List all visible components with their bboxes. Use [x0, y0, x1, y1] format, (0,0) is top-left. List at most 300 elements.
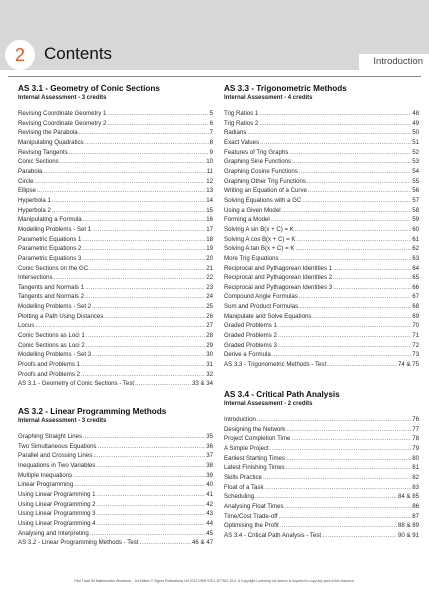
toc-entry-title: Tangents and Normals 2 [18, 293, 85, 301]
toc-entry [224, 109, 419, 119]
dot-leader [86, 332, 205, 341]
toc-entry-title: Parametric Equations 3 [18, 254, 82, 262]
dot-leader [69, 149, 209, 158]
toc-entry [18, 206, 213, 216]
toc-entry-title: AS 3.2 - Linear Programming Methods - Test [18, 539, 139, 547]
toc-entry [18, 283, 213, 293]
dot-leader [139, 539, 191, 548]
toc-list [224, 415, 419, 541]
dot-leader [295, 245, 411, 254]
toc-entry [18, 538, 213, 548]
toc-entry-title: Parametric Equations 1 [18, 235, 82, 243]
toc-entry-title: Tangents and Normals 1 [18, 283, 85, 291]
dot-leader [81, 361, 205, 370]
toc-entry-page: 43 [206, 510, 213, 518]
dot-leader [286, 464, 412, 473]
toc-entry-title: AS 3.3 - Trigonometric Methods - Test [224, 361, 327, 369]
toc-entry [224, 128, 419, 138]
toc-entry [18, 480, 213, 490]
dot-leader [35, 178, 206, 187]
toc-entry-title: Proofs and Problems 1 [18, 361, 80, 369]
toc-entry [18, 273, 213, 283]
dot-leader [302, 197, 411, 206]
dot-leader [299, 168, 411, 177]
toc-entry-title: Modelling Problems - Set 1 [18, 225, 92, 233]
toc-entry-title: Graded Problems 1 [224, 322, 277, 330]
dot-leader [35, 322, 205, 331]
toc-entry-page: 10 [206, 158, 213, 166]
toc-entry [18, 244, 213, 254]
toc-entry-page: 17 [206, 225, 213, 233]
dot-leader [92, 351, 205, 360]
dot-leader [97, 501, 206, 510]
toc-entry-page: 82 [412, 473, 419, 481]
dot-leader [278, 332, 411, 341]
toc-entry-title: Manipulating Quadratics [18, 138, 84, 146]
toc-entry [224, 360, 419, 370]
toc-entry [224, 196, 419, 206]
dot-leader [85, 139, 209, 148]
toc-entry-title: Conic Sections on the GC [18, 264, 89, 272]
toc-entry-page: 58 [412, 206, 419, 214]
toc-entry-page: 71 [412, 332, 419, 340]
toc-entry-page: 7 [209, 129, 213, 137]
dot-leader [98, 443, 206, 452]
dot-leader [60, 158, 206, 167]
toc-entry-page: 40 [206, 481, 213, 489]
toc-entry-page: 23 [206, 283, 213, 291]
dot-leader [89, 265, 205, 274]
toc-entry-title: Parametric Equations 2 [18, 245, 82, 253]
toc-entry-title: Writing an Equation of a Curve [224, 187, 307, 195]
toc-entry-page: 38 [206, 461, 213, 469]
toc-entry-title: Multiple Inequations [18, 471, 73, 479]
toc-entry-page: 51 [412, 138, 419, 146]
dot-leader [279, 513, 412, 522]
toc-entry-page: 76 [412, 416, 419, 423]
toc-entry-title: Forming a Model [224, 216, 270, 224]
toc-entry-page: 28 [206, 332, 213, 340]
toc-entry-title: Project Completion Time [224, 435, 291, 443]
toc-entry-page: 86 [412, 502, 419, 510]
toc-entry [18, 442, 213, 452]
toc-entry-title: Trig Ratios 1 [224, 110, 259, 117]
dot-leader [255, 493, 397, 502]
dot-leader [308, 187, 411, 196]
toc-entry-title: Solving Equations with a GC [224, 196, 302, 204]
toc-entry-page: 41 [206, 490, 213, 498]
toc-entry [18, 360, 213, 370]
dot-leader [79, 129, 209, 138]
toc-entry-title: Conic Sections as Loci 1 [18, 332, 85, 340]
dot-leader [259, 110, 411, 119]
toc-entry-title: Revising Tangents [18, 148, 68, 156]
toc-entry-page: 44 [206, 519, 213, 527]
toc-entry-title: Modelling Problems - Set 3 [18, 351, 92, 359]
toc-entry-page: 25 [206, 303, 213, 311]
toc-entry-title: Manipulate and Solve Equations [224, 312, 312, 320]
toc-entry-page: 63 [412, 254, 419, 262]
toc-entry-title: Compound Angle Formulas [224, 293, 298, 301]
dot-leader [295, 226, 411, 235]
dot-leader [82, 245, 205, 254]
dot-leader [333, 265, 411, 274]
toc-entry-page: 74 & 75 [397, 361, 419, 369]
dot-leader [278, 342, 411, 351]
toc-entry-page: 13 [206, 187, 213, 195]
toc-entry [18, 500, 213, 510]
toc-entry-page: 20 [206, 254, 213, 262]
toc-entry-page: 22 [206, 274, 213, 282]
dot-leader [135, 380, 191, 389]
dot-leader [247, 129, 411, 138]
toc-entry-title: Latest Finishing Times [224, 464, 285, 472]
toc-entry [224, 215, 419, 225]
dot-leader [270, 445, 412, 454]
toc-entry-page: 59 [412, 216, 419, 224]
dot-leader [260, 139, 411, 148]
section-title: AS 3.2 - Linear Programming Methods [18, 407, 167, 416]
toc-entry-page: 70 [412, 322, 419, 330]
toc-entry-page: 65 [412, 274, 419, 282]
toc-entry-title: Revising Coordinate Geometry 2 [18, 119, 107, 127]
toc-entry-page: 31 [206, 361, 213, 369]
toc-entry-title: Scheduling [224, 493, 255, 501]
toc-entry-title: Solving A sin B(x + C) = K [224, 225, 294, 233]
dot-leader [97, 520, 206, 529]
toc-entry-title: Exact Values [224, 138, 260, 146]
toc-entry-title: Sum and Product Formulas [224, 303, 299, 311]
toc-entry-title: Optimising the Profit [224, 522, 279, 530]
toc-entry [224, 473, 419, 483]
toc-entry [18, 177, 213, 187]
toc-entry-page: 19 [206, 245, 213, 253]
dot-leader [85, 284, 205, 293]
toc-entry-page: 50 [412, 129, 419, 137]
toc-entry-title: Revising Coordinate Geometry 1 [18, 110, 107, 117]
toc-entry [224, 331, 419, 341]
toc-entry-title: Inequations in Two Variables [18, 461, 96, 469]
toc-entry-page: 33 & 34 [191, 380, 213, 388]
dot-leader [271, 216, 411, 225]
toc-entry-title: Introduction [224, 416, 256, 423]
toc-entry-page: 36 [206, 442, 213, 450]
toc-entry [224, 502, 419, 512]
section-assessment: Internal Assessment - 2 credits [224, 401, 313, 407]
toc-entry-title: Analysing and Interpreting [18, 529, 89, 537]
dot-leader [259, 120, 411, 129]
toc-entry-page: 15 [206, 206, 213, 214]
toc-entry-title: Graphing Sine Functions [224, 158, 292, 166]
toc-entry-title: Proofs and Problems 2 [18, 370, 80, 378]
toc-entry-title: Hyperbola 1 [18, 196, 51, 204]
header-divider [8, 76, 421, 77]
toc-entry-page: 69 [412, 312, 419, 320]
toc-entry [224, 264, 419, 274]
dot-leader [327, 361, 397, 370]
toc-entry [18, 350, 213, 360]
toc-entry [224, 167, 419, 177]
toc-entry [224, 283, 419, 293]
toc-entry [18, 292, 213, 302]
dot-leader [299, 303, 411, 312]
toc-entry [18, 312, 213, 322]
toc-entry-page: 32 [206, 370, 213, 378]
dot-leader [299, 293, 411, 302]
dot-leader [333, 274, 411, 283]
toc-entry [224, 148, 419, 158]
dot-leader [81, 371, 205, 380]
toc-entry-page: 88 & 89 [397, 522, 419, 530]
toc-entry-page: 5 [209, 110, 213, 117]
toc-entry-page: 8 [209, 138, 213, 146]
toc-entry-page: 48 [412, 110, 419, 117]
dot-leader [289, 149, 411, 158]
toc-entry-title: Parabola [18, 167, 43, 175]
toc-entry-title: Radians [224, 129, 247, 137]
toc-entry [18, 215, 213, 225]
dot-leader [96, 462, 205, 471]
toc-entry [224, 244, 419, 254]
copyright-footer: Fast Track IM Mathematics Workbook - 1st Edition © Sigma Publications Ltd 2012 ISBN 978-1-877567-15-5. A Copyright Licensing Ltd licence is required to copy any part of this resource. [74, 579, 355, 583]
dot-leader [291, 435, 411, 444]
toc-entry-page: 83 [412, 483, 419, 491]
toc-entry [18, 264, 213, 274]
toc-entry-page: 80 [412, 454, 419, 462]
toc-entry-title: Solving A cos B(x + C) = K [224, 235, 296, 243]
page-title: Contents [44, 44, 113, 63]
dot-leader [296, 236, 411, 245]
toc-entry [224, 425, 419, 435]
toc-entry [18, 138, 213, 148]
toc-entry [224, 434, 419, 444]
toc-entry [18, 509, 213, 519]
toc-entry-page: 9 [209, 148, 213, 156]
dot-leader [83, 216, 206, 225]
dot-leader [82, 236, 205, 245]
toc-entry-title: AS 3.4 - Critical Path Analysis - Test [224, 531, 322, 539]
toc-entry [18, 519, 213, 529]
dot-leader [272, 351, 411, 360]
toc-entry-title: Two Simultaneous Equations [18, 442, 97, 450]
toc-entry [224, 492, 419, 502]
toc-entry [18, 432, 213, 442]
toc-entry [224, 273, 419, 283]
toc-entry-page: 72 [412, 341, 419, 349]
toc-entry [18, 128, 213, 138]
toc-entry [18, 529, 213, 539]
toc-entry [224, 512, 419, 522]
toc-entry-page: 49 [412, 119, 419, 127]
dot-leader [333, 284, 411, 293]
dot-leader [86, 342, 205, 351]
section-assessment: Internal Assessment - 4 credits [224, 95, 313, 101]
dot-leader [52, 207, 205, 216]
toc-entry [224, 415, 419, 425]
dot-leader [92, 226, 205, 235]
toc-entry [224, 138, 419, 148]
toc-entry-page: 61 [412, 235, 419, 243]
toc-entry-page: 35 [206, 433, 213, 440]
toc-entry-page: 54 [412, 167, 419, 175]
toc-entry [224, 302, 419, 312]
toc-entry [224, 254, 419, 264]
dot-leader [104, 313, 205, 322]
toc-entry-page: 16 [206, 216, 213, 224]
toc-entry [224, 321, 419, 331]
toc-entry-page: 81 [412, 464, 419, 472]
dot-leader [263, 474, 411, 483]
dot-leader [257, 416, 411, 425]
toc-entry-page: 27 [206, 322, 213, 330]
toc-entry-page: 11 [206, 167, 213, 175]
toc-entry [18, 148, 213, 158]
toc-entry-title: Graded Problems 3 [224, 341, 277, 349]
dot-leader [280, 255, 412, 264]
dot-leader [37, 187, 205, 196]
toc-entry [18, 379, 213, 389]
toc-entry [18, 370, 213, 380]
dot-leader [292, 158, 411, 167]
toc-entry-page: 78 [412, 435, 419, 443]
dot-leader [83, 433, 205, 442]
dot-leader [285, 503, 412, 512]
dot-leader [97, 491, 206, 500]
dot-leader [93, 452, 205, 461]
toc-entry [224, 206, 419, 216]
section-assessment: Internal Assessment - 3 credits [18, 95, 107, 101]
toc-entry-page: 6 [209, 119, 213, 127]
toc-entry-page: 73 [412, 351, 419, 359]
page-number-badge: 2 [5, 40, 35, 70]
toc-entry-title: More Trig Equations [224, 254, 279, 262]
dot-leader [52, 197, 205, 206]
section-as32 [18, 407, 213, 548]
toc-entry [18, 196, 213, 206]
toc-entry [18, 186, 213, 196]
toc-entry-page: 56 [412, 187, 419, 195]
toc-entry-page: 14 [206, 196, 213, 204]
toc-entry-page: 12 [206, 177, 213, 185]
toc-entry-page: 90 & 91 [397, 531, 419, 539]
toc-entry [224, 312, 419, 322]
dot-leader [107, 120, 208, 129]
toc-entry-title: Earliest Starting Times [224, 454, 285, 462]
toc-entry-page: 53 [412, 158, 419, 166]
toc-entry-title: Features of Trig Graphs [224, 148, 289, 156]
header-band [0, 0, 429, 70]
dot-leader [265, 484, 412, 493]
section-title: AS 3.3 - Trigonometric Methods [224, 84, 347, 93]
toc-entry-title: Reciprocal and Pythagorean Identities 2 [224, 274, 333, 282]
toc-entry-page: 68 [412, 303, 419, 311]
toc-entry-title: Manipulating a Formula [18, 216, 82, 224]
toc-entry [18, 451, 213, 461]
dot-leader [54, 274, 206, 283]
dot-leader [286, 455, 411, 464]
toc-list [18, 432, 213, 548]
toc-entry-page: 29 [206, 341, 213, 349]
toc-entry-title: Conic Sections [18, 158, 59, 166]
toc-entry-title: Derive a Formula [224, 351, 271, 359]
toc-entry-title: Intersections [18, 274, 53, 282]
toc-entry-page: 24 [206, 293, 213, 301]
toc-entry [18, 119, 213, 129]
toc-entry-page: 79 [412, 444, 419, 452]
toc-entry [18, 157, 213, 167]
toc-entry [18, 235, 213, 245]
toc-entry-page: 66 [412, 283, 419, 291]
toc-entry-page: 18 [206, 235, 213, 243]
dot-leader [322, 532, 397, 541]
dot-leader [312, 313, 411, 322]
toc-entry [224, 454, 419, 464]
section-as33 [224, 84, 419, 370]
dot-leader [107, 110, 208, 119]
toc-entry-title: Using Linear Programming 3 [18, 510, 96, 518]
toc-entry-title: Revising the Parabola [18, 129, 78, 137]
toc-entry-page: 62 [412, 245, 419, 253]
toc-entry-title: Circle [18, 177, 34, 185]
toc-entry [18, 254, 213, 264]
dot-leader [97, 510, 206, 519]
toc-entry-title: Using a Given Model [224, 206, 281, 214]
dot-leader [73, 472, 205, 481]
dot-leader [280, 522, 397, 531]
toc-entry-page: 42 [206, 500, 213, 508]
toc-entry-title: Linear Programming [18, 481, 74, 489]
toc-list [18, 109, 213, 389]
toc-entry [224, 157, 419, 167]
toc-entry-page: 60 [412, 225, 419, 233]
dot-leader [92, 303, 205, 312]
toc-entry-title: Using Linear Programming 1 [18, 490, 96, 498]
toc-entry-title: Reciprocal and Pythagorean Identities 3 [224, 283, 333, 291]
toc-entry-title: Analysing Float Times [224, 502, 284, 510]
toc-entry-page: 37 [206, 452, 213, 460]
toc-entry-title: Parallel and Crossing Lines [18, 452, 93, 460]
toc-entry [224, 350, 419, 360]
dot-leader [307, 178, 411, 187]
toc-entry-title: Skills Practice [224, 473, 262, 481]
toc-entry [18, 302, 213, 312]
toc-entry-page: 55 [412, 177, 419, 185]
toc-entry-page: 21 [206, 264, 213, 272]
section-as34 [224, 390, 419, 541]
toc-entry-page: 67 [412, 293, 419, 301]
toc-entry-title: Reciprocal and Pythagorean Identities 1 [224, 264, 333, 272]
toc-entry [224, 177, 419, 187]
toc-entry-title: Using Linear Programming 2 [18, 500, 96, 508]
toc-entry-title: Locus [18, 322, 35, 330]
section-label: Introduction [359, 54, 429, 70]
toc-entry [224, 186, 419, 196]
toc-entry-page: 39 [206, 471, 213, 479]
toc-entry-page: 84 & 85 [397, 493, 419, 501]
dot-leader [90, 530, 205, 539]
toc-entry [224, 341, 419, 351]
toc-entry-title: Conic Sections as Loci 2 [18, 341, 85, 349]
toc-entry [18, 331, 213, 341]
toc-entry-title: AS 3.1 - Geometry of Conic Sections - Test [18, 380, 135, 388]
toc-entry-page: 57 [412, 196, 419, 204]
toc-entry-title: Designing the Network [224, 425, 286, 433]
toc-entry-page: 45 [206, 529, 213, 537]
toc-entry [224, 521, 419, 531]
toc-entry-title: Graded Problems 2 [224, 332, 277, 340]
toc-entry-title: Float of a Task [224, 483, 264, 491]
toc-entry [224, 235, 419, 245]
